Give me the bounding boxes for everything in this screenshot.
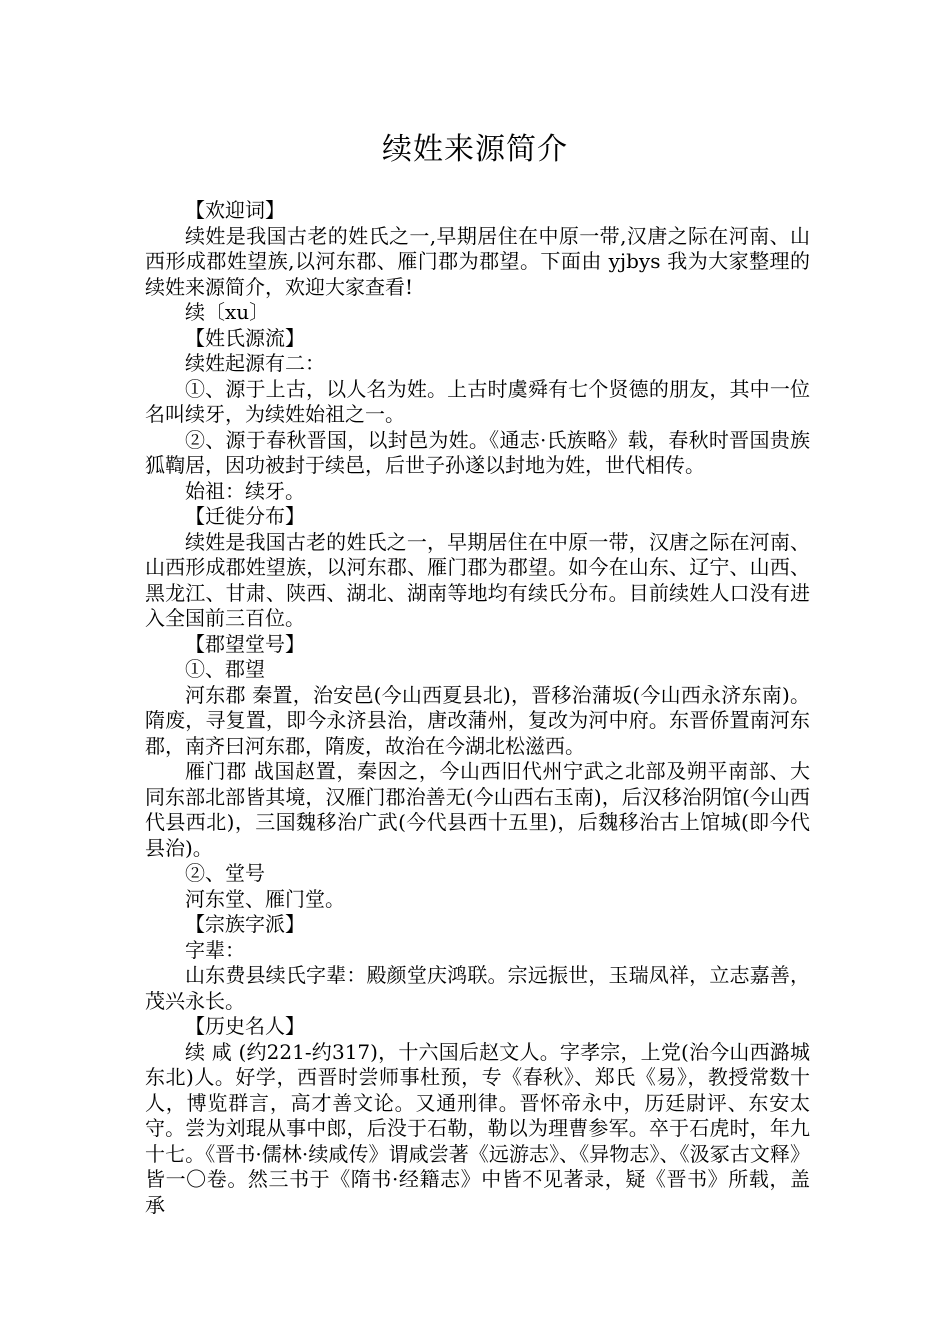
paragraph: ②、源于春秋晋国，以封邑为姓。《通志·氏族略》载，春秋时晋国贵族狐鞫居，因功被封于续邑，后世子孙遂以封地为姓，世代相传。 [145, 427, 810, 477]
paragraph: 始祖：续牙。 [185, 478, 305, 503]
paragraph: 续姓是我国古老的姓氏之一，早期居住在中原一带，汉唐之际在河南、山西形成郡姓望族，以河东郡、雁门郡为郡望。如今在山东、辽宁、山西、黑龙江、甘肃、陕西、湖北、湖南等地均有续氏分布。目前续姓人口没有进入全国前三百位。 [145, 529, 810, 630]
section-heading: 【郡望堂号】 [185, 631, 305, 656]
paragraph: 山东费县续氏字辈：殿颜堂庆鸿联。宗远振世，玉瑞凤祥，立志嘉善，茂兴永长。 [145, 963, 810, 1013]
page-title: 续姓来源简介 [382, 132, 568, 167]
paragraph: 河东堂、雁门堂。 [185, 886, 345, 911]
paragraph: ②、堂号 [185, 861, 265, 885]
section-heading: 【历史名人】 [185, 1014, 305, 1038]
paragraph: ①、源于上古，以人名为姓。上古时虞舜有七个贤德的朋友，其中一位名叫续牙，为续姓始祖之一。 [145, 376, 810, 426]
paragraph: ①、郡望 [185, 657, 265, 681]
paragraph: 字辈： [185, 937, 245, 962]
paragraph: 续姓是我国古老的姓氏之一,早期居住在中原一带,汉唐之际在河南、山西形成郡姓望族,以河东郡、雁门郡为郡望。下面由 yjbys 我为大家整理的续姓来源简介，欢迎大家查看! [145, 223, 810, 299]
paragraph: 续 咸 (约221-约317)，十六国后赵文人。字孝宗，上党(治今山西潞城东北)人。好学，西晋时尝师事杜预，专《春秋》、郑氏《易》，教授常数十人，博览群言，高才善文论。又通刑律。晋怀帝永中，历廷尉评、东安太守。尝为刘琨从事中郎，后没于石勒，勒以为理曹参军。卒于石虎时，年九十七。《晋书·儒林·续咸传》谓咸尝著《远游志》、《异物志》、《汲冢古文释》皆一〇卷。然三书于《隋书·经籍志》中皆不见著录，疑《晋书》所载，盖承 [145, 1039, 810, 1217]
section-heading: 【宗族字派】 [185, 912, 305, 936]
section-heading: 【姓氏源流】 [185, 325, 305, 350]
document-body [145, 198, 810, 1218]
section-heading: 【迁徙分布】 [185, 504, 305, 528]
section-heading: 【欢迎词】 [185, 198, 285, 222]
paragraph: 续姓起源有二： [185, 351, 325, 375]
paragraph: 雁门郡 战国赵置，秦因之，今山西旧代州宁武之北部及朔平南部、大同东部北部皆其境，汉雁门郡治善无(今山西右玉南)，后汉移治阴馆(今山西代县西北)，三国魏移治广武(今代县西十五里)，后魏移治古上馆城(即今代县治)。 [145, 759, 810, 860]
paragraph: 河东郡 秦置，治安邑(今山西夏县北)，晋移治蒲坂(今山西永济东南)。隋废，寻复置，即今永济县治，唐改蒲州，复改为河中府。东晋侨置南河东郡，南齐曰河东郡，隋废，故治在今湖北松滋西。 [145, 682, 810, 758]
paragraph: 续〔xu〕 [185, 300, 270, 324]
